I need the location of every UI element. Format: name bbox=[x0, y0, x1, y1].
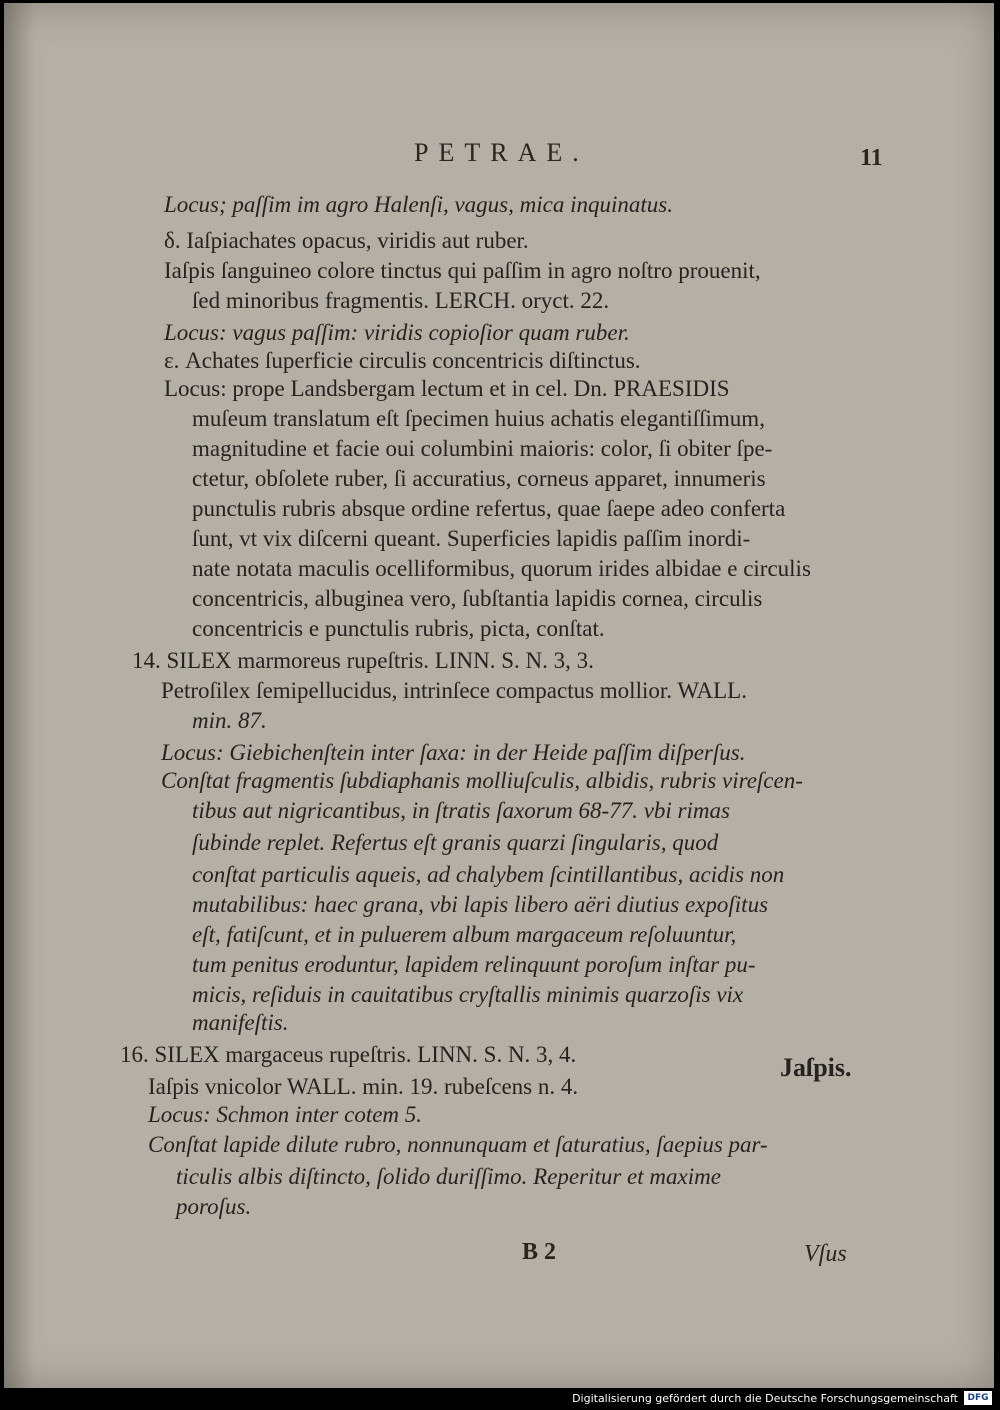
text-line: eſt, fatiſcunt, et in puluerem album margaceum reſoluuntur, bbox=[192, 922, 737, 947]
text-line: ctetur, obſolete ruber, ſi accuratius, corneus apparet, innumeris bbox=[192, 466, 766, 491]
signature-mark: B 2 bbox=[522, 1239, 557, 1265]
catchword: Vſus bbox=[804, 1241, 847, 1267]
text-line: ſunt, vt vix diſcerni queant. Superficies lapidis paſſim inordi- bbox=[192, 526, 751, 551]
book-page bbox=[4, 3, 994, 1388]
text-line: Iaſpis ſanguineo colore tinctus qui paſſim in agro noſtro prouenit, bbox=[164, 258, 761, 283]
text-line: Locus: prope Landsbergam lectum et in cel. Dn. PRAESIDIS bbox=[164, 376, 730, 401]
text-line: 14. SILEX marmoreus rupeſtris. LINN. S. N. 3, 3. bbox=[132, 648, 594, 673]
dfg-logo: DFG bbox=[964, 1391, 992, 1405]
text-line: conſtat particulis aqueis, ad chalybem ſcintillantibus, acidis non bbox=[192, 862, 785, 887]
text-line: Locus: vagus paſſim: viridis copioſior quam ruber. bbox=[164, 320, 630, 345]
text-line: magnitudine et facie oui columbini maioris: color, ſi obiter ſpe- bbox=[192, 436, 773, 461]
text-line: tibus aut nigricantibus, in ſtratis ſaxorum 68-77. vbi rimas bbox=[192, 798, 730, 823]
text-line: Conſtat fragmentis ſubdiaphanis molliuſculis, albidis, rubris vireſcen- bbox=[161, 768, 803, 793]
text-line: poroſus. bbox=[176, 1194, 252, 1219]
text-line: ſed minoribus fragmentis. LERCH. oryct. 22. bbox=[192, 288, 610, 313]
text-line: concentricis e punctulis rubris, picta, conſtat. bbox=[192, 616, 605, 641]
margin-note: Jaſpis. bbox=[780, 1053, 852, 1082]
text-line: punctulis rubris absque ordine refertus, quae ſaepe adeo conferta bbox=[192, 496, 786, 521]
text-line: Conſtat lapide dilute rubro, nonnunquam et ſaturatius, ſaepius par- bbox=[148, 1132, 768, 1157]
text-line: Petroſilex ſemipellucidus, intrinſece compactus mollior. WALL. bbox=[161, 678, 747, 703]
text-line: concentricis, albuginea vero, ſubſtantia lapidis cornea, circulis bbox=[192, 586, 763, 611]
page-number: 11 bbox=[860, 145, 883, 171]
text-line: δ. Iaſpiachates opacus, viridis aut ruber. bbox=[164, 228, 529, 253]
text-line: ε. Achates ſuperficie circulis concentricis diſtinctus. bbox=[164, 348, 641, 373]
text-line: nate notata maculis ocelliformibus, quorum irides albidae e circulis bbox=[192, 556, 811, 581]
digitization-bar bbox=[0, 1388, 1000, 1410]
text-line: Locus: Giebichenſtein inter ſaxa: in der Heide paſſim diſperſus. bbox=[161, 740, 746, 765]
digitization-note: Digitalisierung gefördert durch die Deutsche Forschungsgemeinschaft bbox=[572, 1392, 958, 1405]
text-line: muſeum translatum eſt ſpecimen huius achatis elegantiſſimum, bbox=[192, 406, 765, 431]
text-line: min. 87. bbox=[192, 708, 267, 733]
text-line: 16. SILEX margaceus rupeſtris. LINN. S. N. 3, 4. bbox=[120, 1042, 577, 1067]
text-line: Locus: Schmon inter cotem 5. bbox=[148, 1102, 423, 1127]
text-line: ſubinde replet. Refertus eſt granis quarzi ſingularis, quod bbox=[192, 830, 719, 855]
page-fold-shadow bbox=[4, 3, 34, 1388]
text-line: manifeſtis. bbox=[192, 1010, 289, 1035]
text-line: Locus; paſſim im agro Halenſi, vagus, mica inquinatus. bbox=[164, 192, 673, 217]
text-line: tum penitus eroduntur, lapidem relinquunt poroſum inſtar pu- bbox=[192, 952, 756, 977]
running-header: PETRAE. bbox=[414, 138, 589, 167]
text-line: mutabilibus: haec grana, vbi lapis libero aëri diutius expoſitus bbox=[192, 892, 769, 917]
text-line: ticulis albis diſtincto, ſolido duriſſimo. Reperitur et maxime bbox=[176, 1164, 721, 1189]
text-line: Iaſpis vnicolor WALL. min. 19. rubeſcens n. 4. bbox=[148, 1074, 579, 1099]
text-line: micis, reſiduis in cauitatibus cryſtallis minimis quarzoſis vix bbox=[192, 982, 744, 1007]
